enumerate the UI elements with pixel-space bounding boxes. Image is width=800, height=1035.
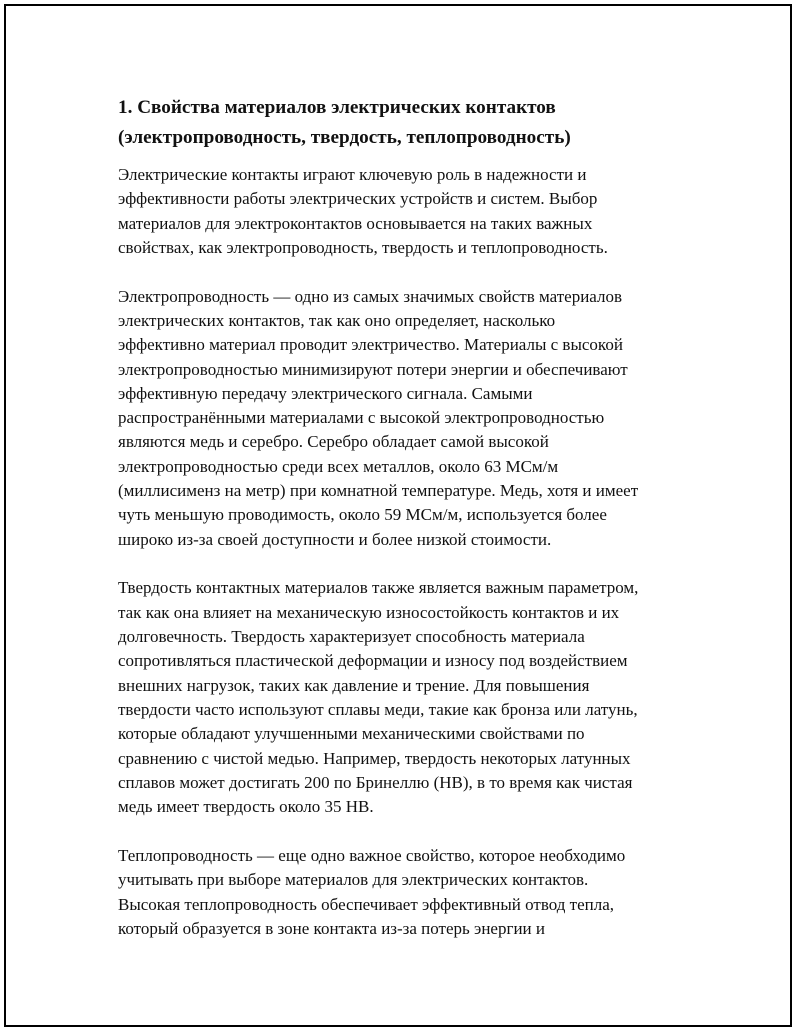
- paragraph-conductivity: Электропроводность — одно из самых значимых свойств материалов электрических контактов, так как оно определяет, насколько эффективно материал проводит электричество. Материалы с высокой электропроводностью минимизируют потери энергии и обеспечивают эффективную передачу электрического сигнала. Самыми распространёнными материалами с высокой электропроводностью являются медь и серебро. Серебро обладает самой высокой электропроводностью среди всех металлов, около 63 МСм/м (миллисименз на метр) при комнатной температуре. Медь, хотя и имеет чуть меньшую проводимость, около 59 МСм/м, используется более широко из-за своей доступности и более низкой стоимости.: [118, 286, 639, 549]
- document-body: [118, 93, 688, 966]
- section-heading: 1. Свойства материалов электрических контактов (электропроводность, твердость, теплопроводность): [118, 97, 571, 148]
- paragraph-hardness: Твердость контактных материалов также является важным параметром, так как она влияет на механическую износостойкость контактов и их долговечность. Твердость характеризует способность материала сопротивляться пластической деформации и износу под воздействием внешних нагрузок, таких как давление и трение. Для повышения твердости часто используют сплавы меди, такие как бронза или латунь, которые обладают улучшенными механическими свойствами по сравнению с чистой медью. Например, твердость некоторых латунных сплавов может достигать 200 по Бринеллю (HB), в то время как чистая медь имеет твердость около 35 HB.: [118, 578, 639, 817]
- paragraph-intro: Электрические контакты играют ключевую роль в надежности и эффективности работы электрических устройств и систем. Выбор материалов для электроконтактов основывается на таких важных свойствах, как электропроводность, твердость и теплопроводность.: [118, 165, 608, 257]
- paragraph-thermal-conductivity: Теплопроводность — еще одно важное свойство, которое необходимо учитывать при выборе материалов для электрических контактов. Высокая теплопроводность обеспечивает эффективный отвод тепла, который образуется в зоне контакта из-за потерь энергии и: [118, 845, 626, 938]
